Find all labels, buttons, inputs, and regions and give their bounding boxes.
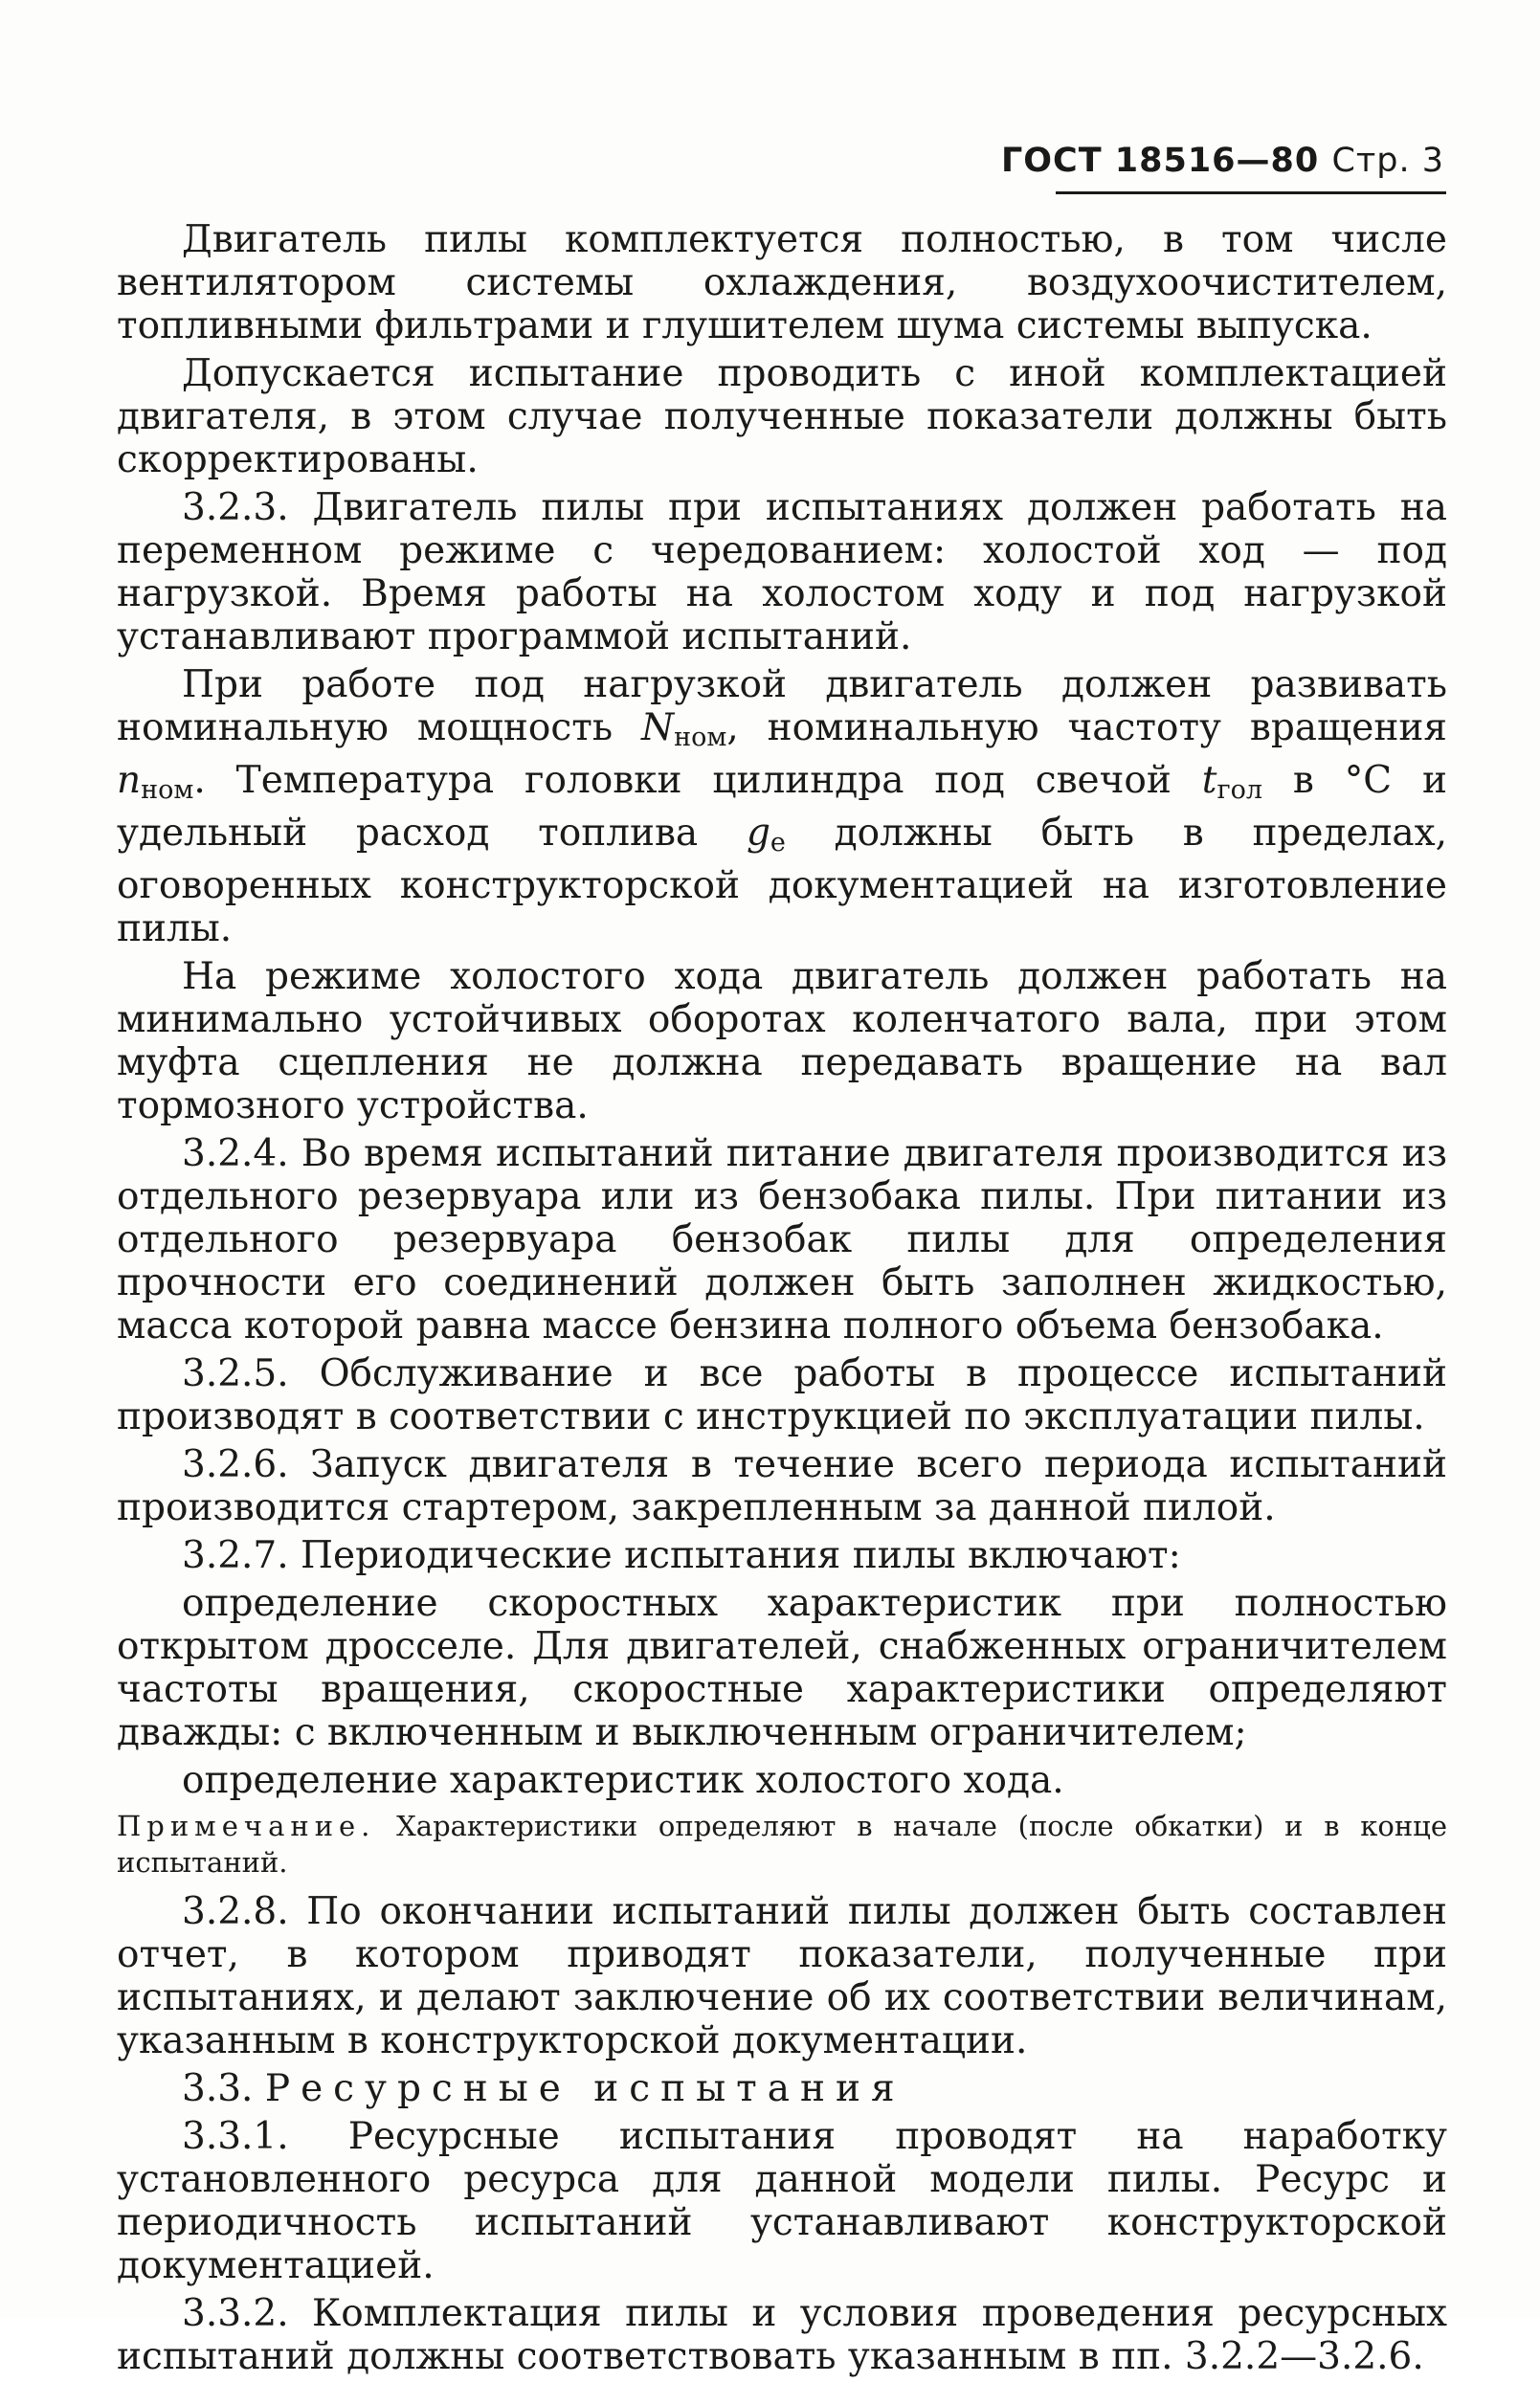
paragraph-3-2-8: 3.2.8. По окончании испытаний пилы должен быть составлен отчет, в котором приводят показатели, полученные при испытаниях, и делают заключение об их соответствии величинам, указанным в конструкторской документации.	[117, 1890, 1447, 2062]
subscript: e	[770, 828, 786, 857]
note-label: Примечание.	[117, 1810, 376, 1842]
text-run: , номинальную частоту вращения	[726, 706, 1447, 749]
symbol-power: N	[640, 706, 675, 749]
paragraph: На режиме холостого хода двигатель должен работать на минимально устойчивых оборотах коленчатого вала, при этом муфта сцепления не должна передавать вращение на вал тормозного устройства.	[117, 955, 1447, 1127]
page-number: Стр. 3	[1331, 142, 1444, 180]
subscript: гол	[1216, 775, 1263, 805]
paragraph: Допускается испытание проводить с иной комплектацией двигателя, в этом случае полученные показатели должны быть скорректированы.	[117, 352, 1447, 481]
paragraph-3-2-4: 3.2.4. Во время испытаний питание двигателя производится из отдельного резервуара или из бензобака пилы. При питании из отдельного резервуара бензобак пилы для определения прочности его соединений должен быть заполнен жидкостью, масса которой равна массе бензина полного объема бензобака.	[117, 1132, 1447, 1347]
symbol-temperature: t	[1201, 759, 1217, 802]
subscript: ном	[674, 723, 727, 752]
standard-number: ГОСТ 18516—80	[1000, 142, 1320, 180]
section-title: Ресурсные испытания	[264, 2067, 905, 2110]
page-header	[1001, 142, 1444, 180]
paragraph-3-2-5: 3.2.5. Обслуживание и все работы в процессе испытаний производят в соответствии с инструкцией по эксплуатации пилы.	[117, 1352, 1447, 1438]
paragraph: Двигатель пилы комплектуется полностью, в том числе вентилятором системы охлаждения, воздухоочистителем, топливными фильтрами и глушителем шума системы выпуска.	[117, 218, 1447, 347]
note-text: Характеристики определяют в начале (после обкатки) и в конце испытаний.	[117, 1810, 1447, 1879]
paragraph-3-2-6: 3.2.6. Запуск двигателя в течение всего периода испытаний производится стартером, закрепленным за данной пилой.	[117, 1443, 1447, 1529]
paragraph-with-formulas	[117, 663, 1447, 950]
paragraph-3-2-7: 3.2.7. Периодические испытания пилы включают:	[182, 1534, 1181, 1577]
note	[117, 1808, 1447, 1881]
text-run: должны быть в пределах, оговоренных конструкторской документацией на изготовление пилы.	[117, 812, 1447, 950]
section-heading-3-3	[117, 2067, 1447, 2110]
paragraph-3-2-3: 3.2.3. Двигатель пилы при испытаниях должен работать на переменном режиме с чередованием: холостой ход — под нагрузкой. Время работы на холостом ходу и под нагрузкой устанавливают программой испытаний.	[117, 486, 1447, 658]
text-run: в °С и удельный расход топлива	[117, 759, 1447, 855]
symbol-fuel-consumption: g	[746, 812, 770, 855]
text-run: При работе под нагрузкой двигатель должен развивать номинальную мощность	[117, 663, 1447, 749]
section-number: 3.3.	[182, 2067, 265, 2110]
symbol-frequency: n	[117, 759, 142, 802]
list-item: определение скоростных характеристик при полностью открытом дросселе. Для двигателей, снабженных ограничителем частоты вращения, скоростные характеристики определяют дважды: с включенным и выключенным ограничителем;	[117, 1582, 1447, 1754]
list-item: определение характеристик холостого хода.	[182, 1759, 1064, 1802]
paragraph-3-3-2: 3.3.2. Комплектация пилы и условия проведения ресурсных испытаний должны соответствовать указанным в пп. 3.2.2—3.2.6.	[117, 2292, 1447, 2378]
header-rule	[1056, 191, 1446, 194]
document-body	[117, 218, 1447, 2383]
text-run: . Температура головки цилиндра под свечой	[193, 759, 1202, 802]
paragraph-3-3-1: 3.3.1. Ресурсные испытания проводят на наработку установленного ресурса для данной модели пилы. Ресурс и периодичность испытаний устанавливают конструкторской документацией.	[117, 2115, 1447, 2287]
subscript: ном	[141, 775, 194, 805]
